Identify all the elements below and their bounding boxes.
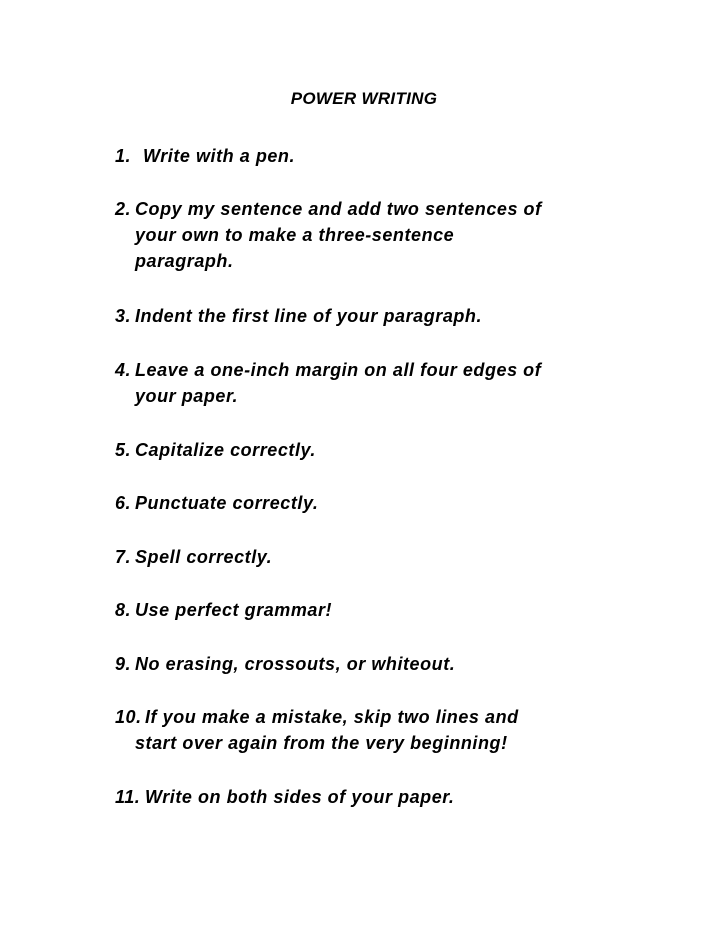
list-item (115, 651, 635, 677)
list-item-number: 11. (115, 787, 141, 807)
list-item (115, 597, 635, 623)
list-item-text: your own to make a three-sentence (135, 225, 455, 245)
list-item (115, 544, 635, 570)
list-item-number: 6. (115, 493, 132, 513)
document-title: POWER WRITING (290, 89, 438, 108)
list-item-text: Leave a one-inch margin on all four edges of (135, 360, 542, 380)
list-item-text: Spell correctly. (135, 547, 273, 567)
list-item-number: 9. (115, 654, 132, 674)
list-item-text: Write on both sides of your paper. (145, 787, 455, 807)
list-item-number: 7. (115, 547, 132, 567)
list-item-number: 8. (115, 600, 132, 620)
list-item-text: Write with a pen. (143, 146, 296, 166)
list-item-text: Copy my sentence and add two sentences of (135, 199, 542, 219)
list-item (115, 357, 635, 409)
list-item-text: If you make a mistake, skip two lines and (145, 707, 519, 727)
list-item (115, 704, 635, 756)
list-item-number: 1. (115, 146, 132, 166)
list-item-text: paragraph. (135, 251, 234, 271)
list-item (115, 143, 635, 169)
list-item-number: 4. (115, 360, 132, 380)
list-item-text: Indent the first line of your paragraph. (135, 306, 483, 326)
list-item-text: Capitalize correctly. (135, 440, 316, 460)
list-item-text: No erasing, crossouts, or whiteout. (135, 654, 456, 674)
list-item (115, 196, 635, 274)
list-item-number: 10. (115, 707, 142, 727)
list-item-number: 2. (115, 199, 132, 219)
list-item (115, 490, 635, 516)
list-item-number: 3. (115, 306, 132, 326)
list-item (115, 784, 635, 810)
list-item-text: start over again from the very beginning! (135, 733, 508, 753)
list-item-text: Use perfect grammar! (135, 600, 333, 620)
list-item (115, 303, 635, 329)
list-item-text: your paper. (135, 386, 239, 406)
list-item-text: Punctuate correctly. (135, 493, 319, 513)
list-item-number: 5. (115, 440, 132, 460)
list-item (115, 437, 635, 463)
